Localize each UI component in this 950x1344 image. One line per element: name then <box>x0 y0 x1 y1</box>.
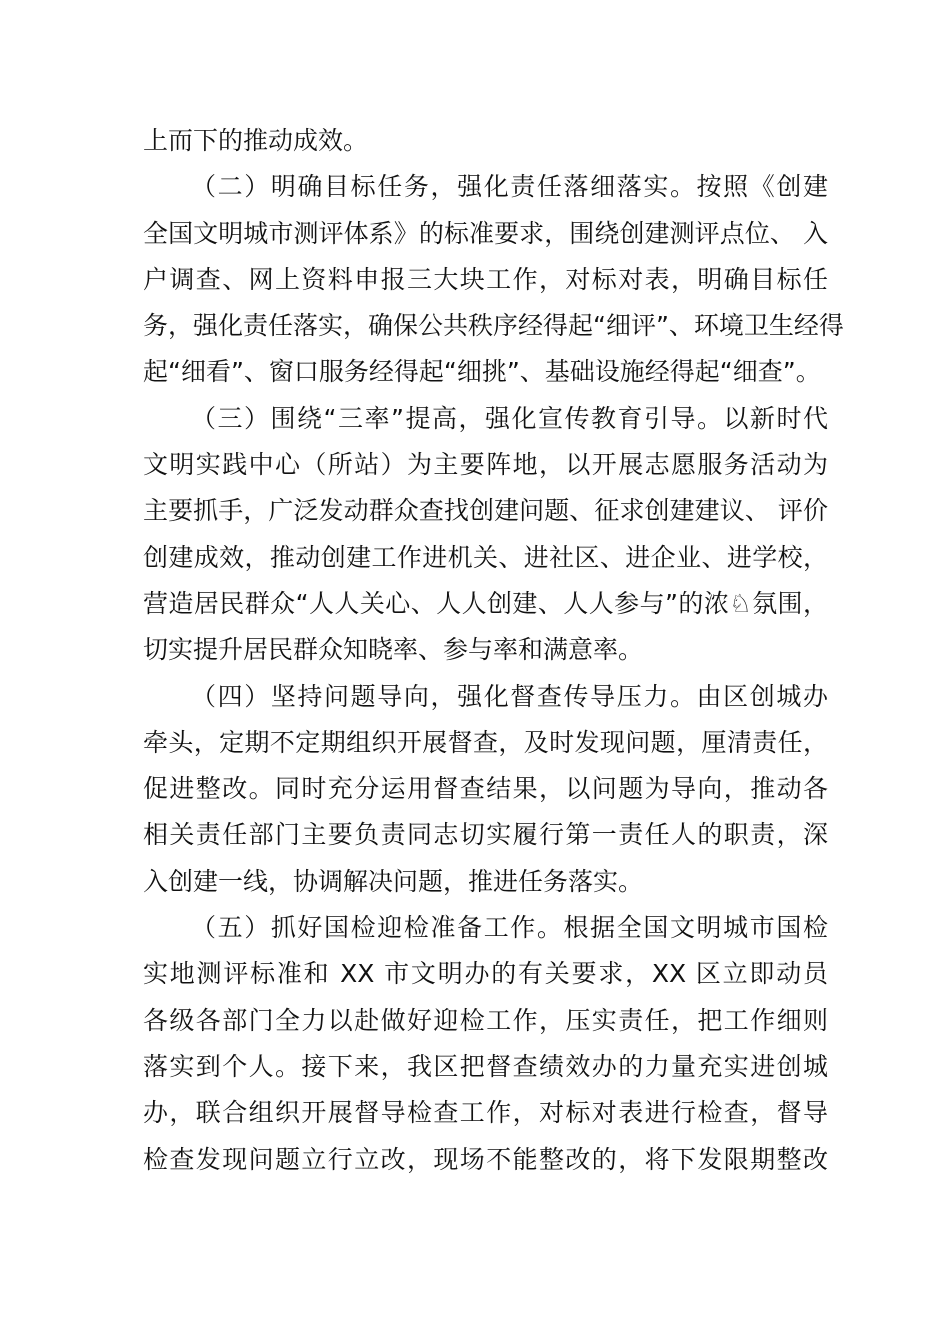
paragraph-line: （三）围绕“三率”提高，强化宣传教育引导。以新时代 <box>191 403 828 433</box>
paragraph-line: （五）抓好国检迎检准备工作。根据全国文明城市国检 <box>191 913 828 943</box>
paragraph-line: 全国文明城市测评体系》的标准要求，围绕创建测评点位、 入 <box>143 218 828 248</box>
paragraph-line: 相关责任部门主要负责同志切实履行第一责任人的职责，深 <box>143 820 828 850</box>
paragraph-line: 检查发现问题立行立改，现场不能整改的，将下发限期整改 <box>143 1144 828 1174</box>
paragraph-line: 促进整改。同时充分运用督查结果，以问题为导向，推动各 <box>143 774 828 804</box>
paragraph-line: 牵头，定期不定期组织开展督查，及时发现问题，厘清责任， <box>143 727 828 757</box>
paragraph-line: 实地测评标准和 XX 市文明办的有关要求，XX 区立即动员 <box>143 959 828 989</box>
paragraph-line: （二）明确目标任务，强化责任落细落实。按照《创建 <box>191 172 828 202</box>
paragraph-line: 起“细看”、窗口服务经得起“细挑”、基础设施经得起“细查”。 <box>143 357 821 387</box>
paragraph-line: 各级各部门全力以赴做好迎检工作，压实责任，把工作细则 <box>143 1005 828 1035</box>
paragraph-line: （四）坚持问题导向，强化督查传导压力。由区创城办 <box>191 681 828 711</box>
paragraph-line: 切实提升居民群众知晓率、参与率和满意率。 <box>143 635 644 665</box>
body-text <box>143 118 844 1183</box>
paragraph-line: 营造居民群众“人人关心、人人创建、人人参与”的浓♘氛围， <box>143 588 828 618</box>
paragraph-line: 入创建一线，协调解决问题，推进任务落实。 <box>143 866 644 896</box>
paragraph-line: 主要抓手，广泛发动群众查找创建问题、征求创建建议、 评价 <box>143 496 828 526</box>
paragraph-line: 办，联合组织开展督导检查工作，对标对表进行检查，督导 <box>143 1098 828 1128</box>
paragraph-line: 户调查、网上资料申报三大块工作，对标对表，明确目标任 <box>143 264 828 294</box>
paragraph-line: 创建成效，推动创建工作进机关、进社区、进企业、进学校， <box>143 542 828 572</box>
paragraph-line: 上而下的推动成效。 <box>143 126 369 155</box>
paragraph-line: 落实到个人。接下来，我区把督查绩效办的力量充实进创城 <box>143 1051 828 1081</box>
paragraph-line: 务，强化责任落实，确保公共秩序经得起“细评”、环境卫生经得 <box>143 311 844 341</box>
paragraph-line: 文明实践中心（所站）为主要阵地，以开展志愿服务活动为 <box>143 450 828 480</box>
